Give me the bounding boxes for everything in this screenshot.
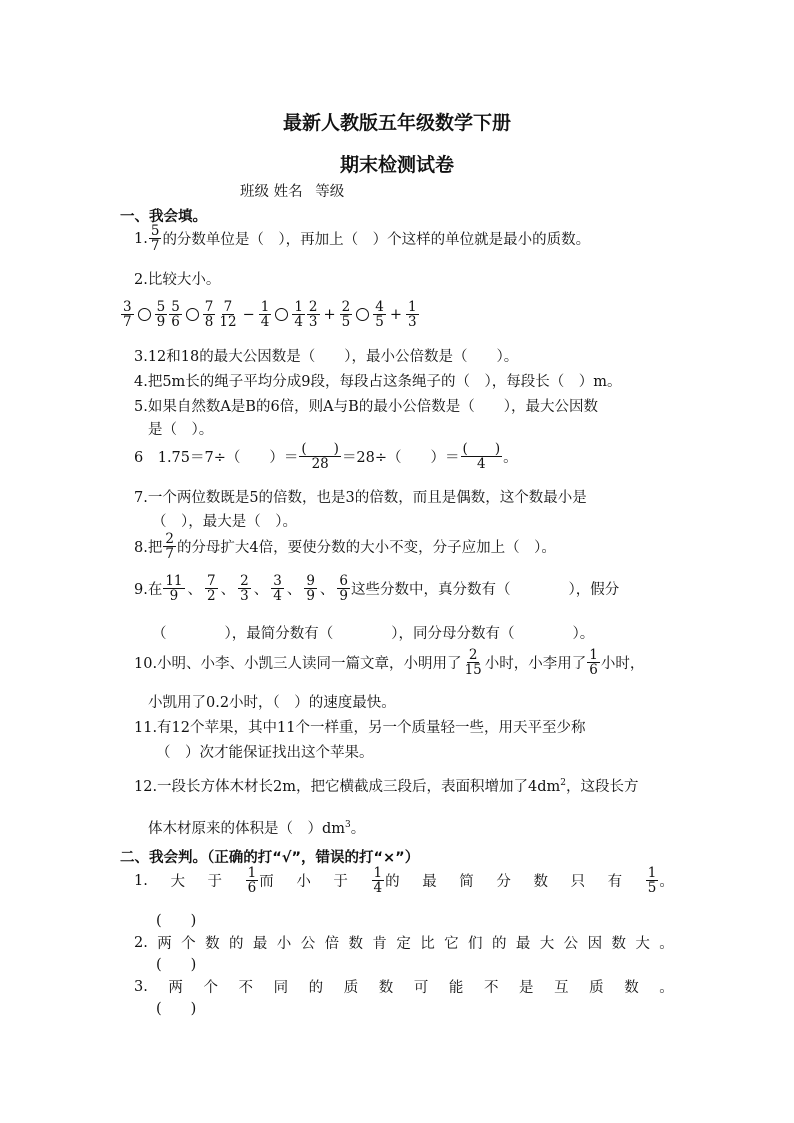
question-11: 11.有12个苹果，其中11个一样重，另一个质量轻一些，用天平至少称 [134,720,586,736]
answer-blank[interactable]: ( ) [156,957,197,973]
question-3: 3.12和18的最大公因数是（ ），最小公倍数是（ ）。 [134,349,519,365]
question-2: 2.比较大小。 [134,272,221,288]
question-1 [134,224,590,253]
name-label: 姓名 [273,184,303,200]
compare-circle[interactable] [186,308,199,321]
q1-number: 1. [134,230,148,247]
question-4: 4.把5m长的绳子平均分成9段，每段占这条绳子的（ ），每段长（ ）m。 [134,374,622,390]
class-label: 班级 [240,184,269,200]
compare-row: $\frac{3}{7}$ $\frac{5}{9}$ $\frac{5}{6}$ $\frac{7}{8}$ $\frac{7}{12}$ − $\frac{1}{4}$ $\frac{1}{4}$ $\frac{2}{3}$ + $\frac{2}{5}$ $\frac{4}{5}$ + $\frac{1}{3}$ [123,299,417,331]
question-5-cont: 是（ ）。 [148,422,214,438]
question-11-cont: （ ）次才能保证找出这个苹果。 [156,745,374,761]
grade-label: 等级 [315,184,345,200]
question-10: 10.小明、小李、小凯三人读同一篇文章，小明用了 $\frac{2}{15}$ 小时，小李用了 $\frac{1}{6}$ 小时， [134,647,645,679]
page-subtitle: 期末检测试卷 [339,154,454,176]
page-title: 最新人教版五年级数学下册 [282,112,511,134]
judge-2: 2. 两 个 数 的 最 小 公 倍 数 肯 定 比 它 们 的 最 大 公 因 数 大 。 [134,934,674,952]
compare-circle[interactable] [356,308,369,321]
question-12: 12.一段长方体木材长2m，把它横截成三段后，表面积增加了$4dm^2$，这段长方 [134,778,639,795]
question-6: 6 1.75＝7÷（ ）＝ $\frac{( )}{28}$ ＝28÷（ ）＝ $\frac{( )}{4}$ 。 [134,441,518,473]
answer-blank[interactable]: ( ) [156,1001,197,1017]
student-info [240,180,344,201]
judge-3: 3. 两 个 不 同 的 质 数 可 能 不 是 互 质 数 。 [134,978,674,996]
question-9: 9.在 $\frac{11}{9}$ 、 $\frac{7}{2}$ 、 $\frac{2}{3}$ 、 $\frac{3}{4}$ 、 $\frac{9}{9}$ 、 $\frac{6}{9}$ 这些分数中，真分数有（ ），假分 [134,573,620,605]
question-8: 8.把 $\frac{2}{7}$ 的分母扩大4倍，要使分数的大小不变，分子应加上（ ）。 [134,531,556,563]
compare-circle[interactable] [275,308,288,321]
answer-blank[interactable]: ( ) [156,913,197,929]
question-12-cont: 体木材原来的体积是（ ）$dm^3$。 [148,820,366,837]
question-7: 7.一个两位数既是5的倍数，也是3的倍数，而且是偶数，这个数最小是 [134,490,587,506]
question-10-cont: 小凯用了0.2小时，（ ）的速度最快。 [148,695,396,711]
judge-1: 1. 大 于 $\frac{1}{6}$ 而 小 于 $\frac{1}{4}$ 的 最 简 分 数 只 有 $\frac{1}{5}$ 。 [134,865,674,897]
question-9-cont: （ ），最简分数有（ ），同分母分数有（ ）。 [152,626,595,642]
fraction: $\frac{5}{7}$ [150,223,160,255]
q1-text: 的分数单位是（ ），再加上（ ）个这样的单位就是最小的质数。 [162,232,591,249]
question-5: 5.如果自然数A是B的6倍，则A与B的最小公倍数是（ ），最大公因数 [134,399,599,415]
question-7-cont: （ ），最大是（ ）。 [152,514,297,530]
compare-circle[interactable] [138,308,151,321]
section2-heading: 二、我会判。（正确的打“√”，错误的打“×”） [120,850,420,866]
section1-heading: 一、我会填。 [120,209,207,225]
